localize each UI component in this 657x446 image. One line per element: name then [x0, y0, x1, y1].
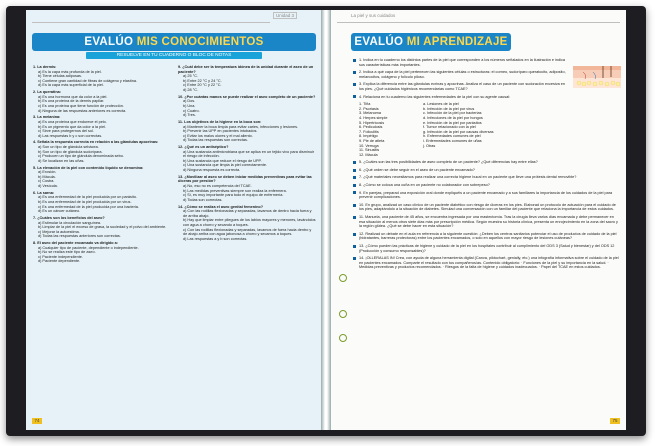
answer-option: b) Una.: [183, 103, 196, 108]
question-text: 5. La elevación de la piel con contenido líquido se denomina:: [33, 165, 144, 170]
answer-option: d) Todas son correctas.: [183, 197, 223, 202]
disease-item: 1. Tiña: [359, 102, 371, 107]
question-block: [178, 175, 316, 203]
answer-option: a) No, eso no es competencia del TCAE.: [183, 184, 252, 188]
disease-item: 4. Herpes simple: [359, 115, 388, 120]
debate-activity-icon: [339, 310, 347, 318]
question-block: [178, 205, 316, 242]
answer-option: a) 25 °C.: [183, 74, 199, 79]
header-rule: [32, 22, 270, 23]
answer-option: c) Sí, es muy importante para todo el equipo de enfermería.: [183, 193, 284, 198]
activity-bullet: [353, 161, 356, 164]
answer-option: c) Costra.: [38, 179, 55, 184]
answer-option: d) Ninguna de las respuestas anteriores es correcta.: [38, 108, 127, 113]
question-text: 9. ¿Cuál debe ser la temperatura idónea de la unidad durante el aseo de un paciente?: [178, 65, 314, 74]
answer-option: a) Son un tipo de glándula sebácea.: [38, 145, 99, 150]
ods-activity-icon: [339, 334, 347, 342]
answer-option: d) Vesícula.: [38, 184, 58, 188]
question-block: [33, 191, 173, 214]
activity-item: 10. En grupo, analizad un caso clínico de un paciente diabético con riesgo de úlceras en los pies. Elaborad un protocolo de actuación para el cuidado de los pies, adaptándolo a la situación de diabetes. Simulad una conversación con un familiar del paciente que relaciona la importancia de estos cuidados.: [353, 203, 619, 212]
left-page: [26, 10, 321, 430]
answer-option: b) Es un pigmento que da color a la piel.: [38, 124, 106, 129]
answer-option: a) Cualquier tipo de paciente, dependiente o independiente.: [38, 245, 139, 250]
cause-item: h. Enfermedades comunes de piel: [423, 134, 481, 139]
activity-item: 7. ¿Qué materiales necesitamos para realizar una correcta higiene bucal en un paciente que lleve una prótesis dental removible?: [353, 175, 619, 180]
answer-option: a) Estimular la circulación sanguínea.: [38, 220, 102, 225]
answer-option: a) Erosión.: [38, 170, 57, 175]
chapter-header: La piel y sus cuidados: [351, 13, 396, 18]
answer-option: b) Entre 22 °C y 24 °C.: [183, 78, 222, 83]
activity-bullet: [353, 176, 356, 179]
question-block: [33, 166, 173, 189]
answer-option: a) Es una enfermedad de la piel producida por un parásito.: [38, 195, 137, 200]
question-text: 12. ¿Qué es un antiséptico?: [178, 145, 229, 150]
answer-option: b) Es una enfermedad de la piel producida por un virus.: [38, 199, 132, 204]
question-text: 13. ¿Movilizar al aseo se deben iniciar medidas preventivas para evitar las úlceras por presión?: [178, 174, 312, 184]
answer-option: b) Son un tipo de glándula sudorípara.: [38, 149, 103, 154]
answer-option: c) Paciente independiente.: [38, 254, 83, 259]
group-activity-icon: [339, 274, 347, 282]
question-block: [178, 120, 316, 143]
disease-item: 9. Pie de atleta: [359, 138, 385, 143]
activity-item: 5. ¿Cuáles son las tres posibilidades de aseo completo de un paciente? ¿Qué diferencias hay entre ellas?: [353, 160, 619, 165]
cause-item: i. Enfermedades comunes de uñas: [423, 138, 482, 143]
disease-item: 11. Sinusitis: [359, 148, 380, 153]
answer-option: d) Tres.: [183, 113, 196, 118]
activity-bullet: [353, 245, 356, 248]
activity-item: 12. Realizad un debate en el aula en referencia a la siguiente cuestión: ¿Deben los centros sanitarios potenciar el uso de productos de cuidado de la piel (hidratantes, barreras protectoras) entre los pacientes encamados, o solo en aquellos con mayor riesgo de lesiones cutáneas?: [353, 232, 619, 241]
question-block: [33, 115, 173, 138]
answer-option: b) Las medidas preventivas siempre son realiza la enfermera.: [183, 188, 287, 193]
question-block: [33, 90, 173, 113]
question-text: 14. ¿Cómo se realiza el aseo genital femenino?: [178, 204, 264, 209]
activity-item: 8. ¿Cómo se coloca una cuña en un paciente no colaborador con sobrepeso?: [353, 183, 619, 188]
question-block: [178, 145, 316, 173]
activity-bullet: [353, 169, 356, 172]
question-text: 1. La dermis:: [33, 65, 57, 69]
answer-option: b) Limpiar de la piel el exceso de grasa, la suciedad y el polvo del ambiente.: [38, 225, 167, 230]
question-text: 6. La sarna:: [33, 190, 55, 195]
cause-item: e. Infección de la piel por parásitos: [423, 120, 482, 125]
question-text: 10. ¿Por cuántas manos se puede realizar el aseo completo de un paciente?: [178, 94, 316, 99]
answer-option: c) Mejorar la autoestima.: [38, 229, 80, 234]
question-text: 11. Los objetivos de la higiene en la boca son:: [178, 119, 262, 124]
page-subtitle: RESUELVE EN TU CUADERNO O BLOC DE NOTAS: [86, 52, 262, 59]
question-text: 8. El aseo del paciente encamado va dirigido a:: [33, 241, 119, 246]
matching-table: [353, 102, 619, 157]
open-book: [6, 6, 646, 436]
question-block: [33, 241, 173, 264]
cause-item: f. Tumor relacionado con la piel: [423, 125, 476, 130]
question-text: 3. La melanina:: [33, 115, 61, 120]
answer-option: d) Es un cáncer cutáneo.: [38, 209, 81, 214]
answer-option: a) Mantener la boca limpia para evitar caries, infecciones y lesiones.: [183, 124, 299, 129]
answer-option: b) Hay que limpiar entre pliegues de los labios mayores y menores, lavándolos con agua a chorro y secando a toques.: [183, 218, 316, 227]
answer-option: d) Las respuestas a y b son correctas.: [183, 236, 248, 241]
answer-option: a) Es una proteína que endurece el pelo.: [38, 119, 107, 124]
answer-option: b) Es una proteína de la dermis papilar.: [38, 99, 105, 104]
activity-item: 3. Explica la diferencia entre las glándulas ecrinas y apocrinas. Analiza el caso de un paciente con sudoración excesiva en los pies. ¿Qué cuidados higiénicos recomendarías como TCAE?: [353, 82, 568, 91]
activity-item: 11. Manuela, una paciente de 45 años, se encuentra ingresada por una mastectomía. Tras la cirugía lleva varios días encamada y debe permanecer en esa situación al menos otros siete días más por prescripción médica. Según muestra su historia clínica, presenta un enrojecimiento en la zona del sacro y la región glútea. ¿Qué se debe hacer en esta situación?: [353, 215, 619, 229]
answer-option: d) Se localizan en las uñas.: [38, 158, 85, 163]
disease-item: 7. Foliculitis: [359, 129, 379, 134]
question-text: 2. La queratina:: [33, 90, 62, 95]
disease-item: 10. Verruga: [359, 143, 379, 148]
activities-rest: [353, 160, 619, 270]
activity-bullet: [353, 216, 356, 219]
activity-item: 1. Indica en tu cuaderno los distintos partes de la piel que corresponden a los números señalados en la ilustración e indica sus características más importantes.: [353, 58, 568, 67]
answer-option: a) Dos.: [183, 99, 196, 104]
answer-option: c) Es una proteína que tiene función de protección.: [38, 103, 124, 108]
activity-item: 13. ¿Cómo pueden las prácticas de higiene y cuidado de la piel en los hospitales contribuir al cumplimiento del ODS 3 (Salud y bienestar) y del ODS 12 (Producción y consumo responsables)?: [353, 244, 619, 253]
answer-option: c) Cuatro.: [183, 108, 200, 113]
answer-option: a) Con las rodillas flexionadas y separadas, lavamos de dentro hacia fuera y de arriba abajo.: [183, 209, 312, 218]
answer-option: d) Ninguna respuesta es correcta.: [183, 168, 241, 173]
question-block: [178, 65, 316, 93]
answer-option: c) Una sustancia que limpia la piel correctamente.: [183, 163, 267, 168]
activities-list: [353, 58, 619, 273]
unit-label: Unidad 3: [273, 12, 297, 19]
causes-list: [423, 102, 513, 157]
activity-bullet: [353, 257, 356, 260]
answer-option: d) 28 °C.: [183, 87, 199, 92]
book-gutter: [321, 10, 331, 430]
cause-item: c. Infección de la piel por bacterias: [423, 111, 482, 116]
page-title: EVALÚO MI APRENDIZAJE: [351, 33, 511, 51]
page-number: 74: [32, 418, 42, 424]
activity-bullet: [353, 83, 356, 86]
cause-item: g. Infección de la piel por causas diversas: [423, 129, 494, 134]
activity-bullet: [353, 71, 356, 74]
disease-item: 5. Hipertricosis: [359, 120, 385, 125]
activity-bullet: [353, 59, 356, 62]
disease-item: 2. Psoriasis: [359, 106, 379, 111]
answer-option: d) Es la capa más superficial de la piel.: [38, 83, 104, 88]
activity-bullet: [353, 204, 356, 207]
activity-bullet: [353, 233, 356, 236]
answer-option: b) No se realiza este tipo de aseo.: [38, 250, 96, 255]
cause-item: b. Infección de la piel por virus: [423, 106, 475, 111]
activity-item: 4. Relaciona en tu cuaderno las siguientes enfermedades de la piel con su agente causal:: [353, 95, 619, 100]
answer-option: c) Evitar los malos olores y el mal aliento.: [183, 133, 253, 138]
page-title: EVALÚO MIS CONOCIMIENTOS: [32, 33, 316, 51]
answer-option: d) Paciente dependiente.: [38, 259, 81, 264]
answer-option: b) Mácula.: [38, 174, 56, 179]
activity-bullet: [353, 95, 356, 98]
activity-bullet: [353, 191, 356, 194]
answer-option: b) Una sustancia que reduce el riesgo de UPP.: [183, 158, 262, 163]
questions-column-2: [178, 65, 316, 244]
activity-item: 6. ¿Qué orden se debe seguir en el aseo de un paciente encamado?: [353, 168, 619, 173]
answer-option: a) Es una hormona que da color a la piel.: [38, 94, 108, 99]
activity-item: 2. Indica a qué capa de la piel pertenecen las siguientes células o estructuras: el corneo, sudoríparo queratocito, adiposito, melanocitos, colágeno y folículo piloso.: [353, 70, 568, 79]
disease-item: 3. Melanoma: [359, 111, 381, 116]
answer-option: c) Producen un tipo de glándula denominada sebo.: [38, 154, 124, 159]
page-number: 75: [610, 418, 620, 424]
answer-option: a) Una sustancia antimicrobiana que se aplica en un tejido vivo para disminuir el riesgo de infección.: [183, 149, 315, 159]
answer-option: c) Contiene gran cantidad de fibras de colágeno y elastina.: [38, 78, 137, 83]
disease-item: 6. Pediculosis: [359, 125, 383, 130]
question-block: [33, 65, 173, 88]
cause-item: a. Lesiones de la piel: [423, 102, 459, 107]
question-text: 4. Señala la respuesta correcta en relación a las glándulas apocrinas:: [33, 140, 159, 145]
diseases-list: [359, 102, 419, 157]
answer-option: b) Prevenir las UPP en pacientes intubados.: [183, 129, 258, 134]
cause-item: d. Infecciones de la piel por hongos: [423, 115, 483, 120]
answer-option: b) Tiene células adiposas.: [38, 74, 82, 79]
answer-option: d) Todas las respuestas son correctas.: [183, 138, 248, 143]
question-block: [33, 140, 173, 163]
answer-option: a) Es la capa más profunda de la piel.: [38, 69, 102, 74]
question-text: 7. ¿Cuáles son los beneficios del aseo?: [33, 215, 105, 220]
questions-column-1: [33, 65, 173, 266]
answer-option: d) Todas las respuestas anteriores son correctas.: [38, 234, 121, 239]
disease-item: 12. Mácula: [359, 152, 378, 157]
answer-option: c) Es una enfermedad de la piel producida por una bacteria.: [38, 204, 139, 209]
cause-item: j. Otras: [423, 143, 436, 148]
answer-option: d) Las respuestas b y c son correctas.: [38, 133, 103, 138]
activity-item: 14. ¡OLLERALAS IN! Crea, con ayuda de alguna herramienta digital (Canva, piktochart, genially, etc.) una infografía informativa sobre el cuidado de la piel en pacientes encamados. Comparte el resultado con tus compañeros/as. Contenido obligatorio: · Funciones de la piel y su importancia en la salud. · Medidas preventivas y productos recomendados. · Riesgos de la falta de higiene y cuidados inadecuados. · Papel del TCAE en estos cuidados.: [353, 256, 619, 270]
activity-bullet: [353, 184, 356, 187]
answer-option: c) Sirve para protegernos del sol.: [38, 129, 94, 134]
question-block: [33, 216, 173, 239]
right-page: [331, 10, 626, 430]
activity-item: 9. En parejas, preparad una exposición oral donde expliquéis a un paciente encamado y a sus familiares la importancia de los cuidados de la piel para prevenir complicaciones.: [353, 191, 619, 200]
answer-option: c) Con las rodillas flexionadas y separadas, lavamos de fuera hacia dentro y de abajo arriba con agua jabonosa a chorro y secamos a toques.: [183, 227, 312, 237]
header-rule: [337, 22, 620, 23]
disease-item: 8. Impétigo: [359, 134, 378, 139]
answer-option: c) Entre 20 °C y 22 °C.: [183, 83, 222, 88]
question-block: [178, 95, 316, 118]
